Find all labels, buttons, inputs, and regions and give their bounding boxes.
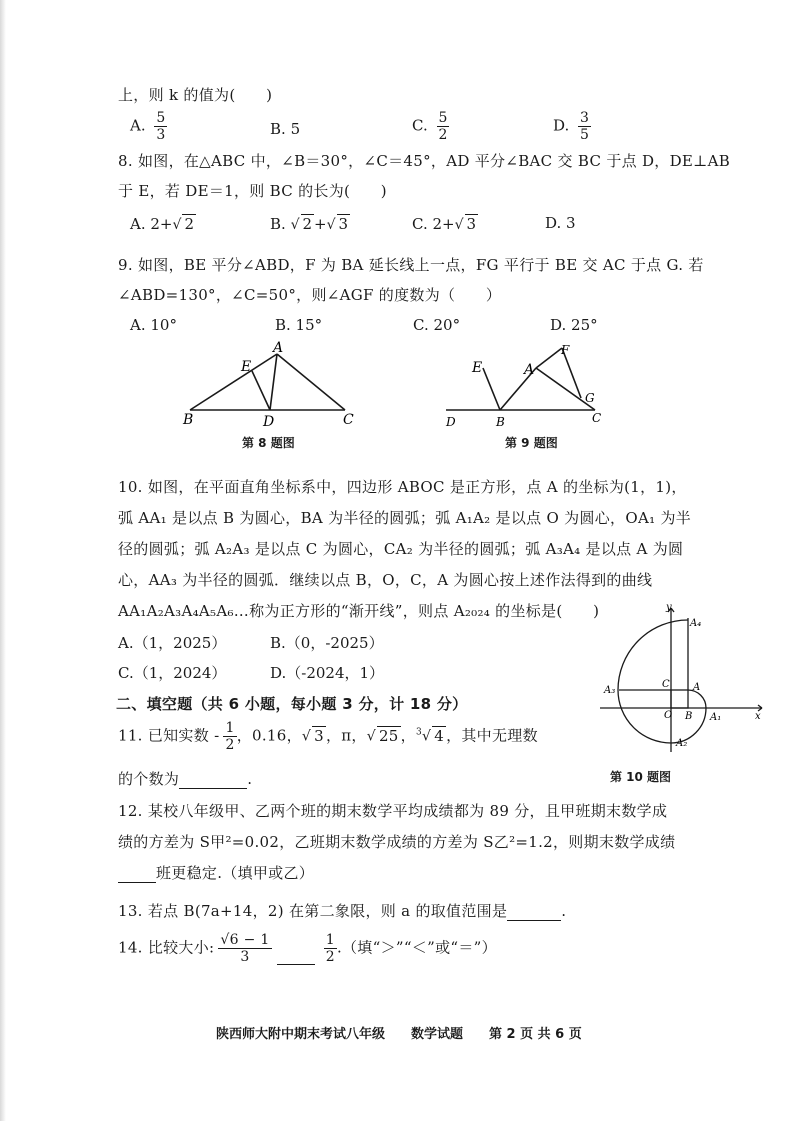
q7-options [130, 110, 650, 146]
fig9-label-b: B [496, 415, 505, 429]
q12-line-3: 班更稳定.（填甲或乙） [118, 862, 314, 883]
q9-option-c: C. 20° [413, 316, 461, 334]
q13-answer-blank[interactable] [507, 906, 561, 921]
figure-10 [596, 600, 772, 760]
q10-option-c: C.（1，2024） [118, 664, 227, 682]
fig10-label-a3: A₃ [604, 685, 616, 696]
q7-option-c: C. $\frac{5}{2}$ [412, 110, 448, 143]
figure-9 [440, 340, 620, 432]
fig8-label-b: B [183, 412, 194, 428]
fig8-segment-de [252, 371, 270, 410]
fig10-label-a2: A₂ [676, 738, 688, 749]
q8-option-b: B. √ 2 +√ 3 [270, 215, 349, 233]
fig10-caption: 第 10 题图 [610, 770, 672, 784]
q9-line-2: ∠ABD=130°，∠C=50°，则∠AGF 的度数为（ ） [118, 286, 502, 304]
q7-option-a: A. $\frac{5}{3}$ [130, 110, 166, 143]
q12-line-2: 绩的方差为 S甲²=0.02，乙班期末数学成绩的方差为 S乙²=1.2，则期末数学成绩 [118, 833, 676, 851]
q14-answer-blank[interactable] [277, 950, 315, 965]
fig9-label-g: G [585, 391, 595, 405]
section-2-heading: 二、填空题（共 6 小题，每小题 3 分，计 18 分） [116, 695, 468, 713]
fig9-segment-af [536, 348, 562, 368]
fig10-label-b: B [685, 711, 693, 722]
fig10-label-o: O [664, 710, 673, 721]
fig9-label-e: E [472, 360, 483, 376]
q7-option-d: D. $\frac{3}{5}$ [553, 110, 589, 143]
fig10-label-a: A [693, 682, 701, 693]
q9-option-a: A. 10° [130, 316, 177, 334]
q10-line-3: 径的圆弧；弧 A₂A₃ 是以点 C 为圆心，CA₂ 为半径的圆弧；弧 A₃A₄ 是以点 A 为圆 [118, 540, 684, 558]
q10-line-1: 10. 如图，在平面直角坐标系中，四边形 ABOC 是正方形，点 A 的坐标为(1，1)， [118, 478, 687, 496]
q9-line-1: 9. 如图，BE 平分∠ABD，F 为 BA 延长线上一点，FG 平行于 BE 交 AC 于点 G. 若 [118, 256, 704, 274]
q8-option-d: D. 3 [545, 214, 576, 232]
fig10-square-aboc [671, 690, 688, 708]
figure-8 [175, 340, 375, 432]
page-footer: 陕西师大附中期末考试八年级 数学试题 第 2 页 共 6 页 [216, 1027, 582, 1042]
fig8-label-e: E [241, 359, 252, 375]
fig9-caption: 第 9 题图 [505, 436, 558, 450]
q12-answer-blank[interactable] [118, 868, 156, 883]
q9-option-b: B. 15° [275, 316, 323, 334]
q10-line-4: 心，AA₃ 为半径的圆弧．继续以点 B，O，C，A 为圆心按上述作法得到的曲线 [118, 571, 653, 589]
q14-line: 14. 比较大小: $\frac{√6 - 1}{3}$ $\frac{1}{2}$ .（填“＞”“＜”或“＝”） [118, 932, 497, 965]
q8-options [130, 214, 650, 250]
fig10-label-a4: A₄ [690, 618, 702, 629]
q11-line-2: 的个数为 . [118, 770, 253, 788]
q10-option-a: A.（1，2025） [118, 634, 227, 652]
q11-answer-blank[interactable] [179, 774, 247, 789]
fig10-label-a1: A₁ [710, 712, 722, 723]
fig8-segment-ba [190, 354, 277, 410]
q8-option-c: C. 2+√ 3 [412, 215, 477, 233]
q8-line-2: 于 E，若 DE＝1，则 BC 的长为( ) [118, 182, 387, 200]
q12-line-1: 12. 某校八年级甲、乙两个班的期末数学平均成绩都为 89 分，且甲班期末数学成 [118, 802, 668, 820]
q7-line: 上，则 k 的值为( ) [118, 86, 273, 104]
fig10-label-y: y [666, 602, 672, 613]
q10-line-5: AA₁A₂A₃A₄A₅A₆…称为正方形的“渐开线”，则点 A₂₀₂₄ 的坐标是( ) [118, 602, 600, 620]
scan-edge [0, 0, 6, 1121]
fig8-segment-ac [277, 354, 345, 410]
fig10-label-c: C [662, 679, 670, 690]
fig8-label-d: D [263, 414, 275, 430]
fig9-label-a: A [524, 362, 535, 378]
fig10-label-x: x [755, 711, 761, 722]
q10-option-b: B.（0，-2025） [270, 634, 384, 652]
fig9-label-d: D [446, 415, 456, 429]
q10-option-d: D.（-2024，1） [270, 664, 385, 682]
fig8-segment-ad [270, 354, 277, 410]
fig10-arc-a3a4 [618, 620, 688, 690]
q8-line-1: 8. 如图，在△ABC 中，∠B＝30°，∠C＝45°，AD 平分∠BAC 交 BC 于点 D，DE⊥AB [118, 152, 731, 170]
q11-line-1: 11. 已知实数 - $\frac{1}{2}$ ，0.16，√ 3 ，π，√ 25 ，$^3$√ 4 ，其中无理数 [118, 720, 538, 753]
q9-option-d: D. 25° [550, 316, 598, 334]
fig8-label-c: C [343, 412, 354, 428]
q10-line-2: 弧 AA₁ 是以点 B 为圆心，BA 为半径的圆弧；弧 A₁A₂ 是以点 O 为圆心，OA₁ 为半 [118, 509, 692, 527]
fig8-label-a: A [273, 340, 284, 356]
fig9-label-c: C [592, 411, 602, 425]
fig8-caption: 第 8 题图 [242, 436, 295, 450]
q8-option-a: A. 2+√ 2 [130, 215, 194, 233]
fig9-segment-be [483, 368, 500, 410]
fig9-label-f: F [561, 343, 570, 357]
q7-option-b: B. 5 [270, 120, 301, 138]
q13-line: 13. 若点 B(7a+14，2) 在第二象限，则 a 的取值范围是 . [118, 902, 567, 920]
